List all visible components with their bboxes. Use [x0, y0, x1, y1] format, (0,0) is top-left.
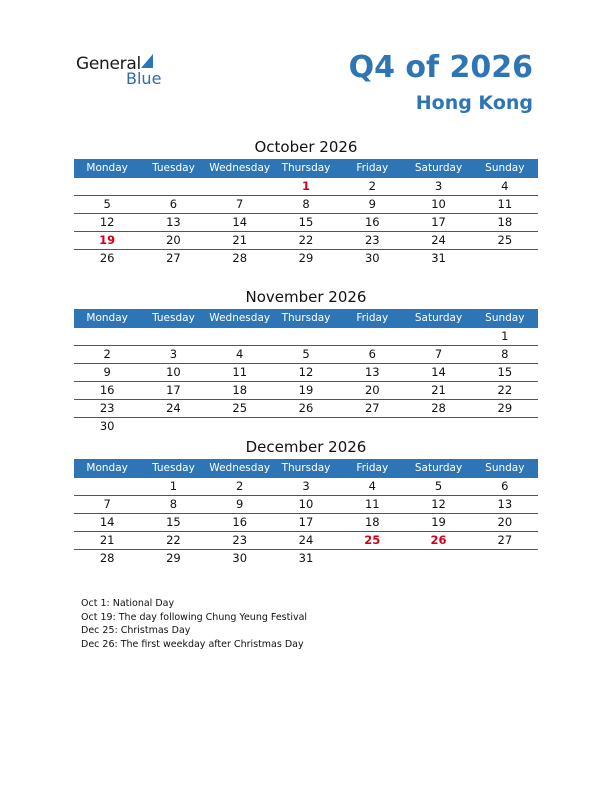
- day-cell: 30: [364, 251, 380, 265]
- day-cell: 22: [166, 533, 181, 547]
- day-cell: 13: [497, 497, 513, 511]
- day-cell: 15: [298, 215, 314, 229]
- week-row: [74, 514, 538, 532]
- day-cell: 13: [166, 215, 181, 229]
- day-cell: 24: [166, 401, 181, 415]
- day-cell: 3: [302, 479, 310, 493]
- holiday-note: Oct 19: The day following Chung Yeung Festival: [81, 611, 308, 623]
- month-calendar: [74, 137, 538, 267]
- day-cell: [273, 328, 339, 345]
- weekday-label: Tuesday: [152, 162, 195, 174]
- day-cell: 31: [298, 551, 314, 565]
- day-cell: 25: [232, 401, 248, 415]
- day-cell: 24: [431, 233, 446, 247]
- logo-text-blue: Blue: [126, 69, 162, 88]
- day-cell: 13: [364, 365, 380, 379]
- day-cell: 28: [232, 251, 248, 265]
- holiday-day-cell: 19: [99, 233, 116, 247]
- day-cell: 5: [103, 197, 111, 211]
- week-row: [74, 232, 538, 250]
- day-cell: 16: [364, 215, 380, 229]
- day-cell: 23: [232, 533, 248, 547]
- day-cell: [207, 418, 273, 435]
- day-cell: 8: [169, 497, 178, 511]
- weekday-label: Wednesday: [209, 162, 271, 174]
- day-cell: 14: [232, 215, 248, 229]
- day-cell: 3: [169, 347, 178, 361]
- page-title: Q4 of 2026: [348, 50, 533, 85]
- day-cell: 8: [501, 347, 509, 361]
- weekday-header: [74, 309, 538, 328]
- day-cell: 29: [298, 251, 314, 265]
- weekday-label: Wednesday: [209, 462, 271, 474]
- day-cell: 24: [298, 533, 314, 547]
- day-cell: 23: [364, 233, 380, 247]
- day-cell: 11: [364, 497, 380, 511]
- holiday-day-cell: 1: [301, 179, 310, 193]
- day-cell: 20: [166, 233, 181, 247]
- day-cell: 18: [364, 515, 380, 529]
- day-cell: [140, 418, 206, 435]
- weekday-header: [74, 459, 538, 478]
- day-cell: 7: [434, 347, 443, 361]
- week-row: [74, 418, 538, 435]
- day-cell: 15: [166, 515, 181, 529]
- weekday-label: Thursday: [281, 162, 331, 174]
- week-row: [74, 478, 538, 496]
- day-cell: 10: [166, 365, 181, 379]
- day-cell: 30: [99, 419, 115, 433]
- day-cell: [207, 178, 273, 195]
- day-cell: [405, 328, 471, 345]
- weekday-label: Monday: [86, 462, 128, 474]
- day-cell: 27: [364, 401, 380, 415]
- day-cell: 5: [434, 479, 443, 493]
- month-calendar: [74, 287, 538, 435]
- weekday-label: Saturday: [414, 162, 463, 174]
- month-title: November 2026: [245, 288, 367, 306]
- holiday-note: Oct 1: National Day: [81, 598, 175, 609]
- weekday-label: Saturday: [414, 312, 463, 324]
- day-cell: 22: [497, 383, 513, 397]
- weekday-label: Tuesday: [152, 462, 195, 474]
- week-row: [74, 196, 538, 214]
- day-cell: 7: [103, 497, 111, 511]
- day-cell: 27: [166, 251, 181, 265]
- day-cell: 7: [236, 197, 244, 211]
- day-cell: [339, 328, 405, 345]
- day-cell: 18: [497, 215, 513, 229]
- weekday-label: Monday: [86, 162, 128, 174]
- logo-triangle-icon: [141, 54, 153, 68]
- day-cell: [405, 418, 471, 435]
- weekday-label: Tuesday: [152, 312, 195, 324]
- logo-text-general: General: [76, 54, 141, 74]
- day-cell: 9: [103, 365, 111, 379]
- day-cell: 11: [232, 365, 248, 379]
- day-cell: 6: [368, 347, 376, 361]
- day-cell: 30: [232, 551, 248, 565]
- day-cell: [472, 418, 538, 435]
- day-cell: 9: [368, 197, 376, 211]
- week-row: [74, 346, 538, 364]
- month-title: October 2026: [254, 138, 358, 156]
- week-row: [74, 364, 538, 382]
- weekday-header: [74, 159, 538, 178]
- day-cell: 28: [99, 551, 115, 565]
- weekday-label: Monday: [86, 312, 128, 324]
- week-row: [74, 328, 538, 346]
- day-cell: 6: [501, 479, 509, 493]
- day-cell: [405, 550, 471, 567]
- day-cell: 4: [368, 479, 376, 493]
- day-cell: 9: [236, 497, 244, 511]
- day-cell: [472, 250, 538, 267]
- weekday-label: Thursday: [281, 312, 331, 324]
- day-cell: 10: [298, 497, 314, 511]
- day-cell: 12: [298, 365, 314, 379]
- day-cell: 19: [298, 383, 314, 397]
- day-cell: 8: [302, 197, 310, 211]
- day-cell: 28: [431, 401, 446, 415]
- holiday-day-cell: 26: [430, 533, 447, 547]
- day-cell: 17: [431, 215, 446, 229]
- day-cell: [74, 478, 140, 495]
- weekday-label: Friday: [356, 162, 389, 174]
- holiday-notes: [81, 597, 307, 651]
- weekday-label: Wednesday: [209, 312, 271, 324]
- day-cell: 6: [169, 197, 178, 211]
- weekday-label: Friday: [356, 312, 389, 324]
- day-cell: 26: [298, 401, 314, 415]
- day-cell: 22: [298, 233, 314, 247]
- week-row: [74, 532, 538, 550]
- day-cell: 31: [431, 251, 446, 265]
- day-cell: 4: [501, 179, 509, 193]
- holiday-note: Dec 26: The first weekday after Christmas Day: [81, 638, 304, 650]
- holiday-note: Dec 25: Christmas Day: [81, 625, 191, 636]
- weekday-label: Friday: [356, 462, 389, 474]
- day-cell: 1: [169, 479, 178, 493]
- day-cell: 23: [99, 401, 115, 415]
- day-cell: 17: [166, 383, 181, 397]
- day-cell: 18: [232, 383, 248, 397]
- month-title: December 2026: [245, 438, 367, 456]
- day-cell: [339, 550, 405, 567]
- day-cell: 21: [431, 383, 446, 397]
- day-cell: 27: [497, 533, 513, 547]
- day-cell: 14: [431, 365, 446, 379]
- day-cell: 17: [298, 515, 314, 529]
- day-cell: [207, 328, 273, 345]
- day-cell: 20: [364, 383, 380, 397]
- weekday-label: Sunday: [485, 162, 525, 174]
- week-row: [74, 250, 538, 267]
- day-cell: 25: [497, 233, 513, 247]
- generalblue-logo: [76, 52, 176, 92]
- week-row: [74, 550, 538, 567]
- day-cell: 26: [99, 251, 115, 265]
- day-cell: 15: [497, 365, 513, 379]
- day-cell: 12: [431, 497, 446, 511]
- month-calendar: [74, 437, 538, 567]
- weekday-label: Thursday: [281, 462, 331, 474]
- day-cell: 29: [497, 401, 513, 415]
- day-cell: 2: [103, 347, 111, 361]
- day-cell: 20: [497, 515, 513, 529]
- weekday-label: Saturday: [414, 462, 463, 474]
- week-row: [74, 214, 538, 232]
- day-cell: 21: [232, 233, 248, 247]
- day-cell: 1: [501, 329, 509, 343]
- day-cell: 2: [236, 479, 244, 493]
- weekday-label: Sunday: [485, 462, 525, 474]
- day-cell: 19: [431, 515, 446, 529]
- weekday-label: Sunday: [485, 312, 525, 324]
- day-cell: 21: [99, 533, 115, 547]
- day-cell: 3: [434, 179, 443, 193]
- day-cell: 10: [431, 197, 446, 211]
- page-subtitle: Hong Kong: [415, 92, 533, 114]
- day-cell: [74, 328, 140, 345]
- day-cell: 29: [166, 551, 181, 565]
- day-cell: 11: [497, 197, 513, 211]
- day-cell: 14: [99, 515, 115, 529]
- day-cell: [273, 418, 339, 435]
- day-cell: 12: [99, 215, 115, 229]
- day-cell: [74, 178, 140, 195]
- day-cell: [472, 550, 538, 567]
- week-row: [74, 178, 538, 196]
- week-row: [74, 400, 538, 418]
- day-cell: [339, 418, 405, 435]
- day-cell: 16: [99, 383, 115, 397]
- day-cell: [140, 178, 206, 195]
- day-cell: 4: [236, 347, 244, 361]
- week-row: [74, 382, 538, 400]
- day-cell: 5: [302, 347, 310, 361]
- day-cell: 16: [232, 515, 248, 529]
- week-row: [74, 496, 538, 514]
- day-cell: [140, 328, 206, 345]
- holiday-day-cell: 25: [364, 533, 381, 547]
- day-cell: 2: [368, 179, 376, 193]
